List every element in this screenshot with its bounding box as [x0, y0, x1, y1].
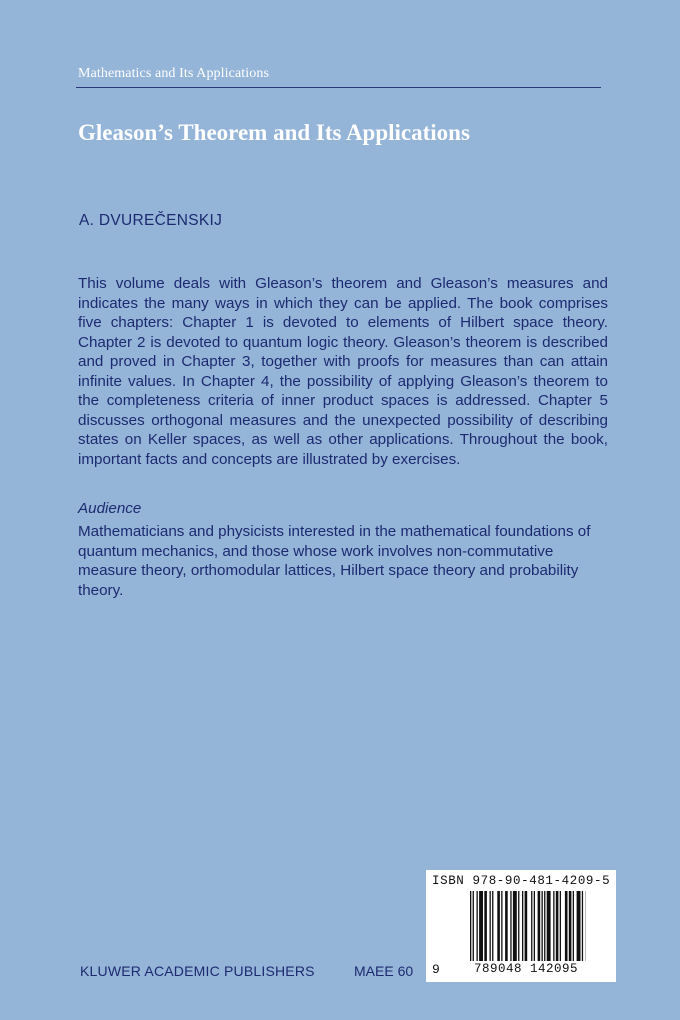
- barcode-digits: 789048 142095: [474, 962, 579, 976]
- isbn-number: ISBN 978-90-481-4209-5: [432, 874, 611, 888]
- series-code: MAEE 60: [354, 963, 414, 979]
- isbn-barcode: [426, 870, 616, 982]
- book-title: Gleason’s Theorem and Its Applications: [78, 120, 470, 145]
- barcode-bars: [470, 891, 586, 961]
- author-name: A. DVUREČENSKIJ: [79, 212, 223, 229]
- book-description: This volume deals with Gleason’s theorem and Gleason’s measures and indicates the many ways in which they can be applied. The book comprises five chapters: Chapter 1 is devoted to elements of Hilbert space theory. Chapter 2 is devoted to quantum logic theory. Gleason’s theorem is described and proved in Chapter 3, together with proofs for measures than can attain infinite values. In Chapter 4, the possibility of applying Gleason’s theorem to the completeness criteria of inner product spaces is addressed. Chapter 5 discusses orthogonal measures and the unexpected possibility of describing states on Keller spaces, as well as other applications. Throughout the book, important facts and concepts are illustrated by exercises.: [78, 275, 608, 468]
- series-divider: [76, 87, 601, 88]
- audience-heading: Audience: [78, 500, 142, 517]
- series-name: Mathematics and Its Applications: [78, 66, 269, 81]
- publisher-name: KLUWER ACADEMIC PUBLISHERS: [80, 963, 315, 979]
- audience-text: Mathematicians and physicists interested in the mathematical foundations of quantum mechanics, and those whose work involves non-commutative measure theory, orthomodular lattices, Hilbert space theory and probability theory.: [78, 523, 591, 599]
- barcode-lead-digit: 9: [432, 962, 440, 977]
